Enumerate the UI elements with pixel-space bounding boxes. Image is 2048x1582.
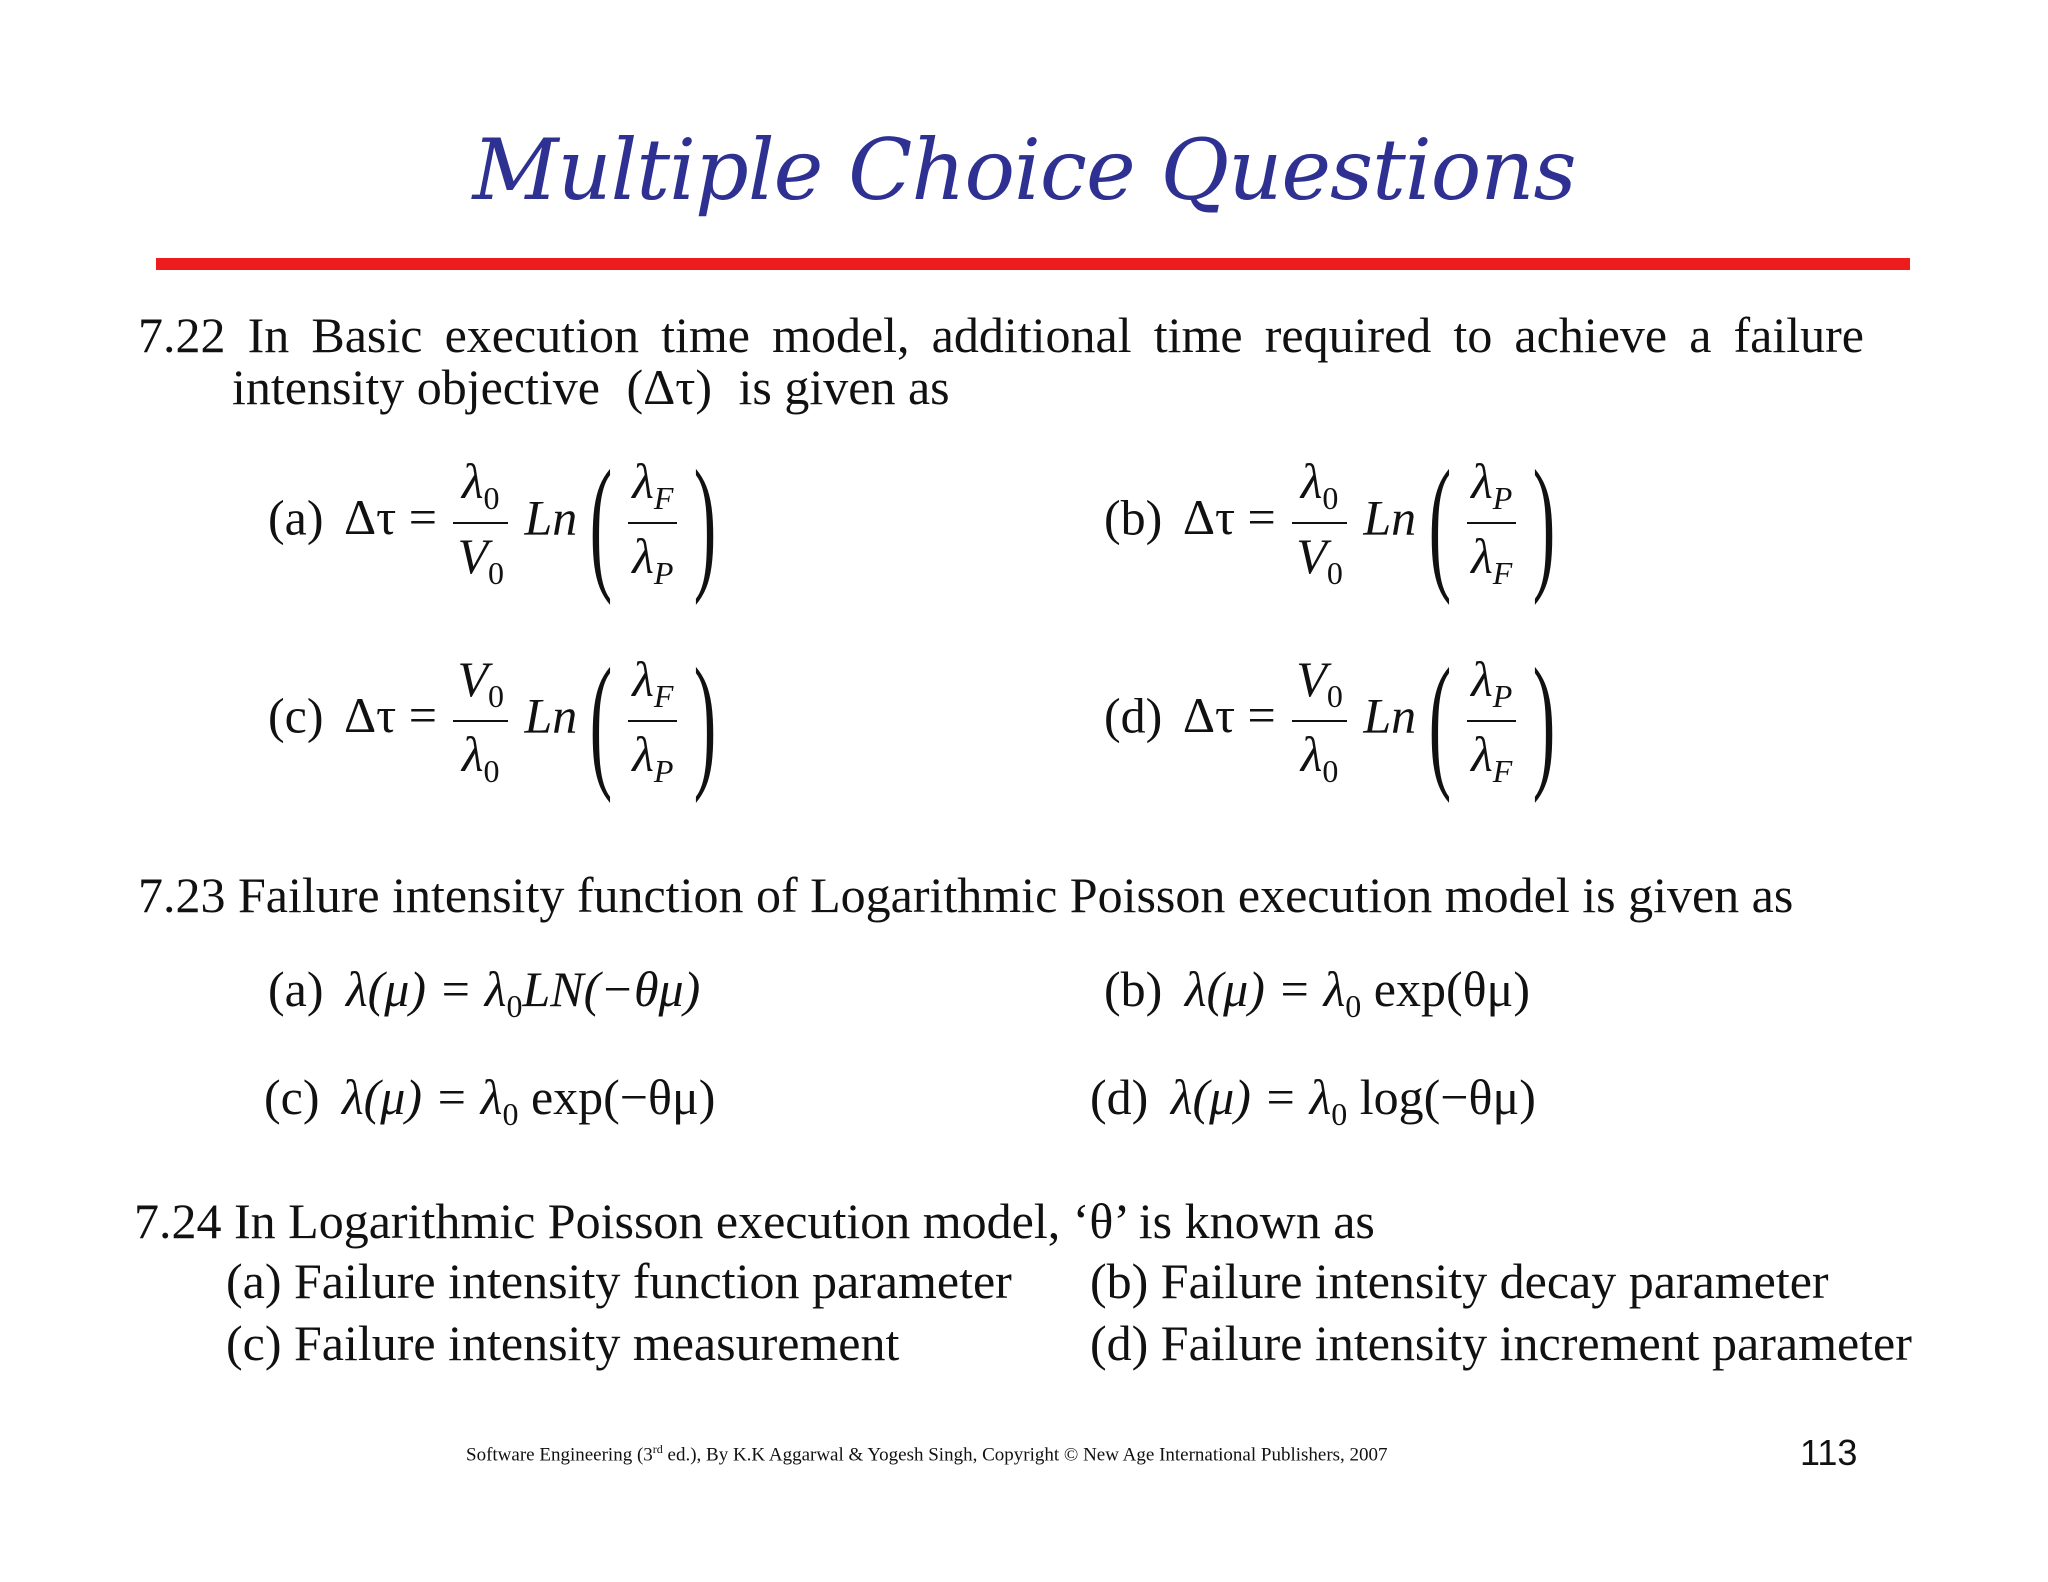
numerator: λ (1300, 453, 1323, 510)
denominator: V (457, 528, 488, 584)
lambda-sub: 0 (502, 1096, 519, 1133)
left-paren: ( (1428, 440, 1451, 606)
inner-denominator: λ (632, 726, 654, 782)
outer-fraction (1292, 653, 1347, 789)
option-label: (b) (1104, 489, 1163, 546)
denominator-sub: 0 (483, 753, 500, 790)
inner-denominator: λ (1471, 726, 1493, 782)
denominator-sub: 0 (488, 555, 504, 592)
inner-numerator: λ (1471, 651, 1493, 708)
q724-option-c: (c) Failure intensity measurement (226, 1315, 900, 1371)
inner-denominator-sub: P (653, 753, 674, 790)
numerator: λ (461, 453, 484, 510)
lhs: Δτ = (344, 489, 437, 546)
q724-option-d: (d) Failure intensity increment parameter (1090, 1315, 1912, 1371)
inner-fraction (1467, 455, 1516, 591)
outer-fraction (453, 455, 508, 591)
q723-option-d (1090, 1069, 1536, 1133)
q723-option-a (268, 961, 701, 1025)
option-label: (a) (268, 489, 324, 546)
title-divider (156, 258, 1910, 270)
denominator: λ (461, 726, 484, 782)
inner-fraction (628, 653, 677, 789)
option-label: (c) (264, 1069, 320, 1125)
formula-rhs: exp(−θμ) (518, 1069, 716, 1125)
numerator-sub: 0 (1326, 678, 1343, 715)
formula-lhs: λ(μ) = λ (1184, 961, 1346, 1017)
formula-rhs: log(−θμ) (1347, 1069, 1536, 1125)
option-label: (c) (268, 687, 324, 744)
outer-fraction (453, 653, 508, 789)
footer-pre: Software Engineering (3 (466, 1444, 653, 1466)
formula-lhs: λ(μ) = λ (342, 1069, 503, 1125)
formula-lhs: λ(μ) = λ (346, 961, 507, 1017)
ln-function: Ln (524, 687, 578, 744)
q724-stem: 7.24 In Logarithmic Poisson execution model, ‘θ’ is known as (134, 1193, 1375, 1249)
lambda-sub: 0 (506, 988, 523, 1025)
formula-rhs: LN(−θμ) (522, 961, 701, 1017)
numerator-sub: 0 (483, 480, 500, 517)
inner-numerator-sub: P (1492, 678, 1513, 715)
right-paren: ) (1532, 440, 1555, 606)
q722-option-a (268, 440, 717, 606)
q723-stem: 7.23 Failure intensity function of Logarithmic Poisson execution model is given as (138, 867, 1794, 923)
ln-function: Ln (524, 489, 578, 546)
slide-title: Multiple Choice Questions (472, 121, 1576, 219)
numerator-sub: 0 (1322, 480, 1339, 517)
q722-option-d (1104, 638, 1555, 804)
q722-option-b (1104, 440, 1555, 606)
lambda-sub: 0 (1331, 1096, 1348, 1133)
option-label: (a) (268, 961, 324, 1017)
left-paren: ( (589, 440, 613, 606)
q722-stem-suffix: is given as (738, 359, 950, 415)
inner-fraction (1467, 653, 1516, 789)
lhs: Δτ = (1182, 489, 1276, 546)
page-number: 113 (1800, 1432, 1858, 1473)
inner-numerator: λ (1471, 453, 1493, 510)
inner-numerator-sub: F (653, 678, 674, 715)
denominator: V (1296, 528, 1327, 584)
inner-numerator: λ (632, 453, 654, 510)
q722-stem-line1: 7.22 In Basic execution time model, additional time required to achieve a failure (138, 307, 1864, 363)
option-label: (d) (1104, 687, 1163, 744)
numerator: V (457, 651, 488, 708)
formula-rhs: exp(θμ) (1361, 961, 1531, 1017)
formula-lhs: λ(μ) = λ (1170, 1069, 1332, 1125)
right-paren: ) (693, 440, 717, 606)
inner-numerator-sub: P (1492, 480, 1513, 517)
inner-denominator: λ (632, 528, 654, 584)
footer-sup: rd (652, 1442, 663, 1456)
lambda-sub: 0 (1345, 988, 1362, 1025)
q723-option-c (264, 1069, 716, 1133)
inner-denominator-sub: F (1492, 753, 1513, 790)
numerator-sub: 0 (488, 678, 504, 715)
right-paren: ) (1532, 638, 1555, 804)
inner-denominator: λ (1471, 528, 1493, 584)
ln-function: Ln (1363, 687, 1417, 744)
q723-option-b (1104, 961, 1531, 1025)
q722-option-c (268, 638, 717, 804)
lhs: Δτ = (344, 687, 437, 744)
q722-delta-tau: (Δτ) (626, 359, 713, 415)
inner-denominator-sub: P (653, 555, 674, 592)
lhs: Δτ = (1182, 687, 1276, 744)
option-label: (d) (1090, 1069, 1149, 1125)
outer-fraction (1292, 455, 1347, 591)
right-paren: ) (693, 638, 717, 804)
q722-stem-prefix: intensity objective (232, 359, 600, 415)
inner-numerator: λ (632, 651, 654, 708)
denominator-sub: 0 (1322, 753, 1339, 790)
denominator: λ (1300, 726, 1323, 782)
denominator-sub: 0 (1326, 555, 1343, 592)
q722-stem-line2 (232, 359, 950, 415)
footer-citation (466, 1442, 1388, 1466)
inner-fraction (628, 455, 677, 591)
q724-option-b: (b) Failure intensity decay parameter (1090, 1253, 1829, 1309)
left-paren: ( (1428, 638, 1451, 804)
numerator: V (1296, 651, 1327, 708)
footer-post: ed.), By K.K Aggarwal & Yogesh Singh, Copyright © New Age International Publishers, 2007 (662, 1444, 1388, 1466)
inner-numerator-sub: F (653, 480, 674, 517)
q724-option-a: (a) Failure intensity function parameter (226, 1253, 1012, 1309)
left-paren: ( (589, 638, 613, 804)
inner-denominator-sub: F (1492, 555, 1513, 592)
option-label: (b) (1104, 961, 1163, 1017)
ln-function: Ln (1363, 489, 1417, 546)
